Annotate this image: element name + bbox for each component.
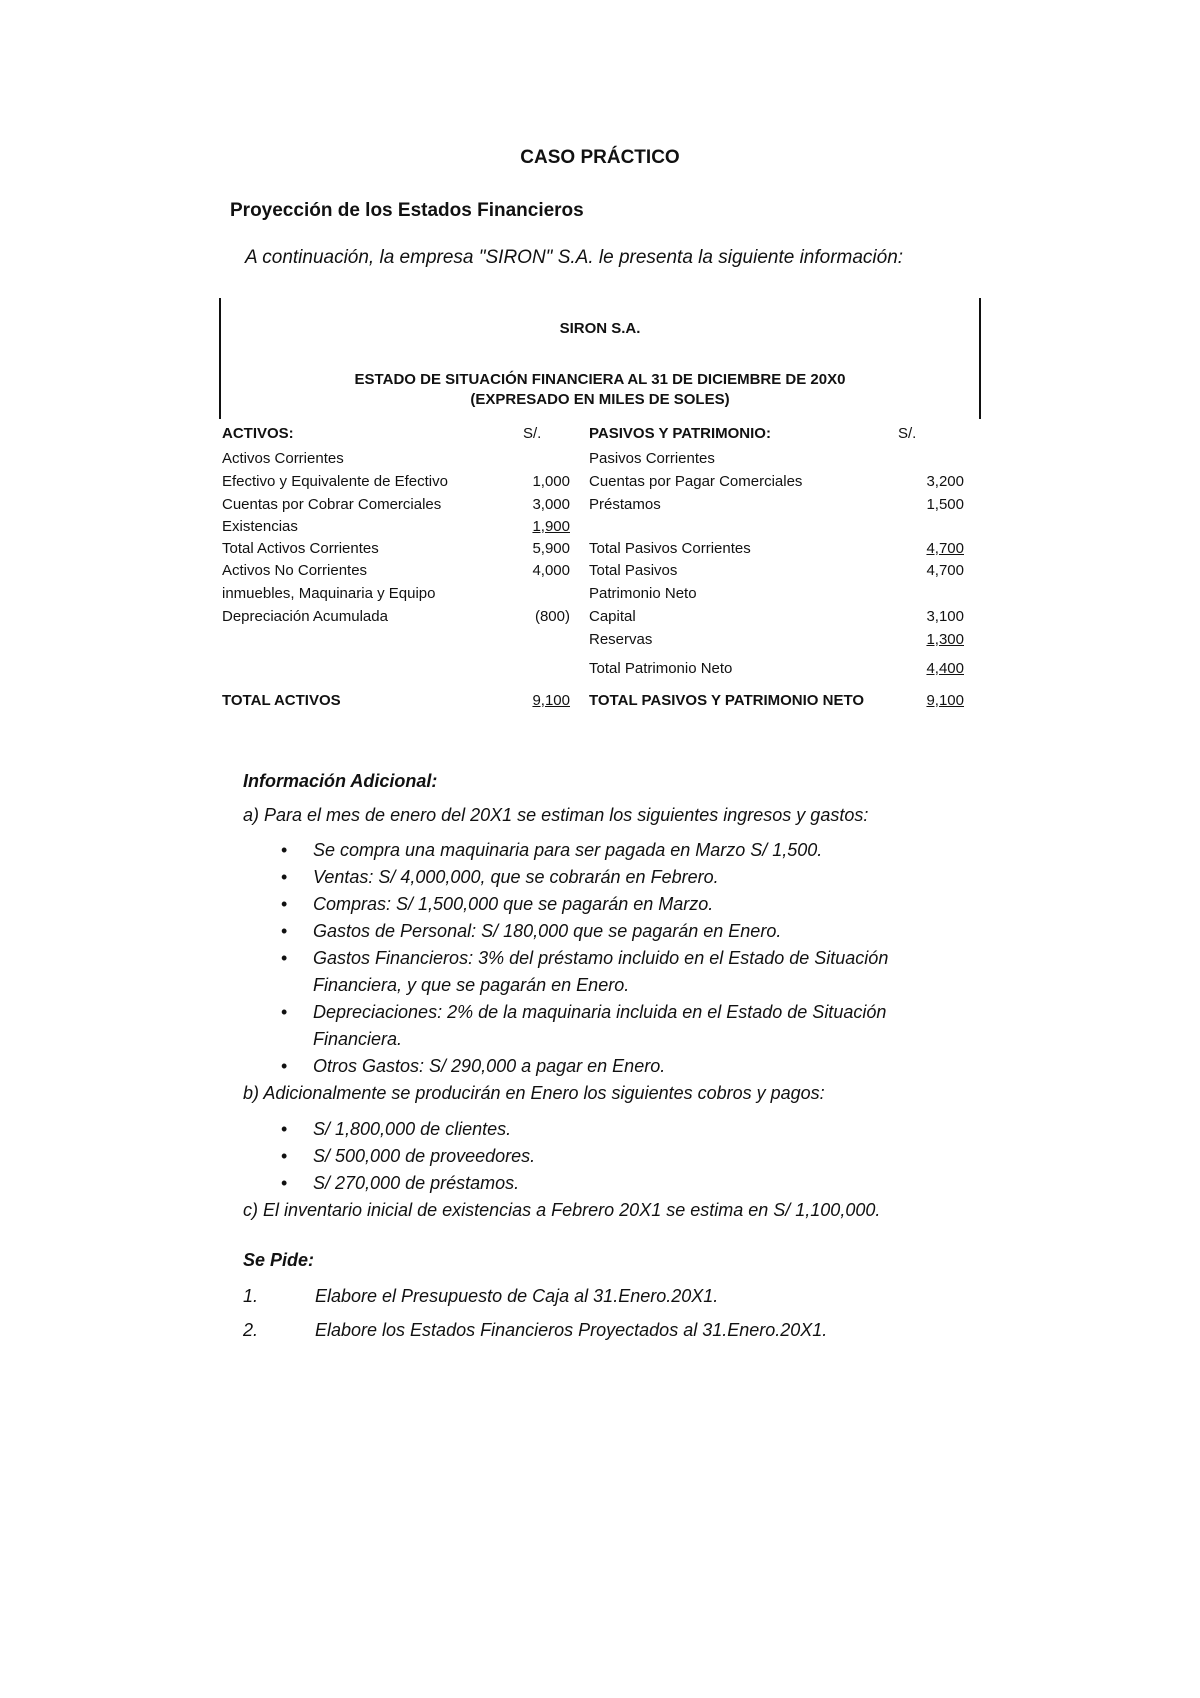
- asset-value: 4,000: [532, 562, 570, 579]
- task-number: 1.: [243, 1286, 259, 1306]
- liability-value: 1,500: [926, 496, 964, 513]
- liability-label: Total Pasivos Corrientes: [589, 540, 751, 557]
- list-item: Compras: S/ 1,500,000 que se pagarán en Marzo.: [313, 894, 714, 914]
- asset-label: inmuebles, Maquinaria y Equipo: [222, 585, 436, 602]
- list-item: Se compra una maquinaria para ser pagada en Marzo S/ 1,500.: [313, 840, 823, 860]
- section-a: a) Para el mes de enero del 20X1 se estiman los siguientes ingresos y gastos:: [243, 805, 869, 825]
- asset-value: 1,000: [532, 473, 570, 490]
- additional-heading: Información Adicional:: [243, 771, 438, 791]
- statement-heading: ESTADO DE SITUACIÓN FINANCIERA AL 31 DE DICIEMBRE DE 20X0: [354, 371, 846, 388]
- total-liabilities-label: TOTAL PASIVOS Y PATRIMONIO NETO: [589, 692, 865, 709]
- bullet-icon: •: [281, 1119, 288, 1139]
- bullet-icon: •: [281, 921, 288, 941]
- bullet-icon: •: [281, 948, 288, 968]
- statement-subheading: (EXPRESADO EN MILES DE SOLES): [470, 391, 730, 408]
- liability-label: Total Patrimonio Neto: [589, 660, 733, 677]
- liability-value: 4,700: [926, 562, 964, 579]
- company-name: SIRON S.A.: [559, 320, 641, 337]
- section-b: b) Adicionalmente se producirán en Enero los siguientes cobros y pagos:: [243, 1083, 825, 1103]
- asset-label: Activos Corrientes: [222, 450, 344, 467]
- asset-label: Activos No Corrientes: [222, 562, 368, 579]
- list-item: Depreciaciones: 2% de la maquinaria incluida en el Estado de Situación: [313, 1002, 887, 1022]
- asset-label: Cuentas por Cobrar Comerciales: [222, 496, 442, 513]
- liability-value: 3,200: [926, 473, 964, 490]
- total-assets-value: 9,100: [532, 692, 570, 709]
- liability-value: 4,700: [926, 540, 964, 557]
- list-item: Gastos de Personal: S/ 180,000 que se pagarán en Enero.: [313, 921, 782, 941]
- liability-label: Capital: [589, 608, 636, 625]
- liability-value: 4,400: [926, 660, 964, 677]
- bullet-icon: •: [281, 867, 288, 887]
- asset-label: Depreciación Acumulada: [222, 608, 388, 625]
- list-item-continuation: Financiera.: [313, 1029, 403, 1049]
- section-c: c) El inventario inicial de existencias a Febrero 20X1 se estima en S/ 1,100,000.: [243, 1200, 881, 1220]
- asset-label: Total Activos Corrientes: [222, 540, 379, 557]
- asset-label: Existencias: [222, 518, 298, 535]
- bullet-icon: •: [281, 1173, 288, 1193]
- bullet-icon: •: [281, 1056, 288, 1076]
- list-item-continuation: Financiera, y que se pagarán en Enero.: [313, 975, 630, 995]
- liabilities-currency: S/.: [898, 425, 917, 442]
- task-text: Elabore los Estados Financieros Proyectados al 31.Enero.20X1.: [315, 1320, 828, 1340]
- list-item: S/ 270,000 de préstamos.: [313, 1173, 520, 1193]
- se-pide-heading: Se Pide:: [243, 1250, 315, 1270]
- bullet-icon: •: [281, 1002, 288, 1022]
- page-title: CASO PRÁCTICO: [520, 147, 680, 168]
- intro-text: A continuación, la empresa "SIRON" S.A. le presenta la siguiente información:: [245, 247, 904, 268]
- liabilities-header: PASIVOS Y PATRIMONIO:: [589, 425, 771, 442]
- asset-value: 5,900: [532, 540, 570, 557]
- task-number: 2.: [243, 1320, 259, 1340]
- bullet-icon: •: [281, 894, 288, 914]
- total-assets-label: TOTAL ACTIVOS: [222, 692, 341, 709]
- assets-header: ACTIVOS:: [222, 425, 294, 442]
- asset-value: 1,900: [532, 518, 570, 535]
- liability-label: Patrimonio Neto: [589, 585, 697, 602]
- liability-label: Préstamos: [589, 496, 661, 513]
- bullet-icon: •: [281, 1146, 288, 1166]
- liability-label: Reservas: [589, 631, 653, 648]
- liability-value: 1,300: [926, 631, 964, 648]
- page-subtitle: Proyección de los Estados Financieros: [230, 200, 584, 221]
- bullet-icon: •: [281, 840, 288, 860]
- asset-value: 3,000: [532, 496, 570, 513]
- list-item: S/ 500,000 de proveedores.: [313, 1146, 536, 1166]
- list-item: S/ 1,800,000 de clientes.: [313, 1119, 512, 1139]
- assets-currency: S/.: [523, 425, 542, 442]
- liability-label: Pasivos Corrientes: [589, 450, 715, 467]
- task-text: Elabore el Presupuesto de Caja al 31.Enero.20X1.: [315, 1286, 719, 1306]
- list-item: Gastos Financieros: 3% del préstamo incluido en el Estado de Situación: [313, 948, 889, 968]
- list-item: Ventas: S/ 4,000,000, que se cobrarán en Febrero.: [313, 867, 719, 887]
- liability-value: 3,100: [926, 608, 964, 625]
- total-liabilities-value: 9,100: [926, 692, 964, 709]
- asset-label: Efectivo y Equivalente de Efectivo: [222, 473, 448, 490]
- liability-label: Total Pasivos: [589, 562, 678, 579]
- list-item: Otros Gastos: S/ 290,000 a pagar en Enero.: [313, 1056, 666, 1076]
- asset-value: (800): [534, 608, 570, 625]
- liability-label: Cuentas por Pagar Comerciales: [589, 473, 803, 490]
